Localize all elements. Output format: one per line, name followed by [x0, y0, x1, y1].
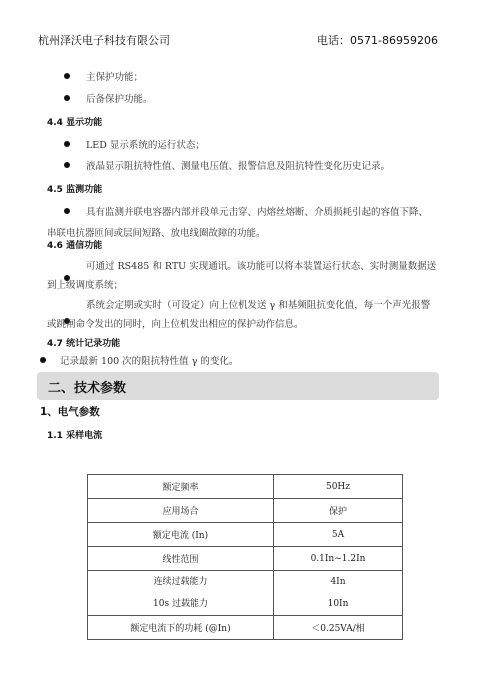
list-item: 液晶显示阻抗特性值、测量电压值、报警信息及阻抗特性变化历史记录。: [86, 161, 391, 172]
bullet-icon: [64, 208, 70, 214]
table-row: [88, 499, 403, 523]
list-item: 后备保护功能。: [86, 94, 153, 105]
table-cell-value: 保护: [274, 499, 403, 523]
list-item: 主保护功能；: [86, 72, 144, 83]
table-row: [88, 523, 403, 547]
table-cell-label: 应用场合: [88, 499, 274, 523]
section-heading-monitor: 4.5 监测功能: [47, 185, 103, 195]
bullet-icon: [64, 95, 70, 101]
paragraph-line: 串联电抗器匝间或层间短路、放电线圈故障的功能。: [47, 228, 266, 239]
paragraph-line: 系统会定期或实时（可设定）向上位机发送 γ 和基频阻抗变化值，每一个声光报警: [86, 300, 431, 311]
section-heading-comm: 4.6 通信功能: [47, 241, 103, 251]
table-cell-value: ＜0.25VA/相: [274, 616, 403, 640]
paragraph-line: 可通过 RS485 和 RTU 实现通讯。该功能可以将本装置运行状态、实时测量数据送: [86, 261, 437, 272]
bullet-icon: [64, 73, 70, 79]
section-banner: [37, 372, 439, 400]
paragraph-line: 到上级调度系统；: [47, 280, 124, 291]
table-cell-label-line: 连续过载能力: [153, 577, 208, 587]
list-item: 记录最新 100 次的阻抗特性值 γ 的变化。: [60, 356, 239, 367]
paragraph-line: 具有监测并联电容器内部并段单元击穿、内熔丝熔断、介质损耗引起的容值下降、: [86, 207, 429, 218]
table-cell-label: 额定电流 (In): [88, 523, 274, 547]
subsection-heading-sampling: 1.1 采样电流: [47, 431, 103, 441]
table-cell-value: 50Hz: [274, 475, 403, 499]
company-name: 杭州泽沃电子科技有限公司: [38, 34, 170, 47]
bullet-icon: [64, 141, 70, 147]
table-row: [88, 571, 403, 616]
parameter-table: [87, 474, 403, 640]
table-cell-label: 额定频率: [88, 475, 274, 499]
table-cell-label: [88, 571, 274, 616]
table-cell-label: 额定电流下的功耗 (@In): [88, 616, 274, 640]
paragraph-line: 或跳闸命令发出的同时，向上位机发出相应的保护动作信息。: [47, 319, 304, 330]
table-row: [88, 475, 403, 499]
table-row: [88, 616, 403, 640]
subsection-heading: 1、电气参数: [40, 406, 100, 418]
table-cell-value: [274, 571, 403, 616]
table-cell-label: 线性范围: [88, 547, 274, 571]
table-cell-value: 0.1In~1.2In: [274, 547, 403, 571]
table-cell-value: 5A: [274, 523, 403, 547]
section-heading-display: 4.4 显示功能: [47, 118, 103, 128]
table-cell-value-line: 10In: [327, 599, 349, 609]
section-heading-record: 4.7 统计记录功能: [47, 339, 121, 349]
bullet-icon: [64, 162, 70, 168]
table-cell-label-line: 10s 过载能力: [153, 599, 208, 609]
list-item: LED 显示系统的运行状态；: [86, 140, 205, 151]
phone-number: 电话：0571-86959206: [317, 34, 438, 47]
table-row: [88, 547, 403, 571]
bullet-icon: [40, 357, 46, 363]
table-cell-value-line: 4In: [330, 577, 346, 587]
section-title: 二、技术参数: [48, 381, 127, 396]
